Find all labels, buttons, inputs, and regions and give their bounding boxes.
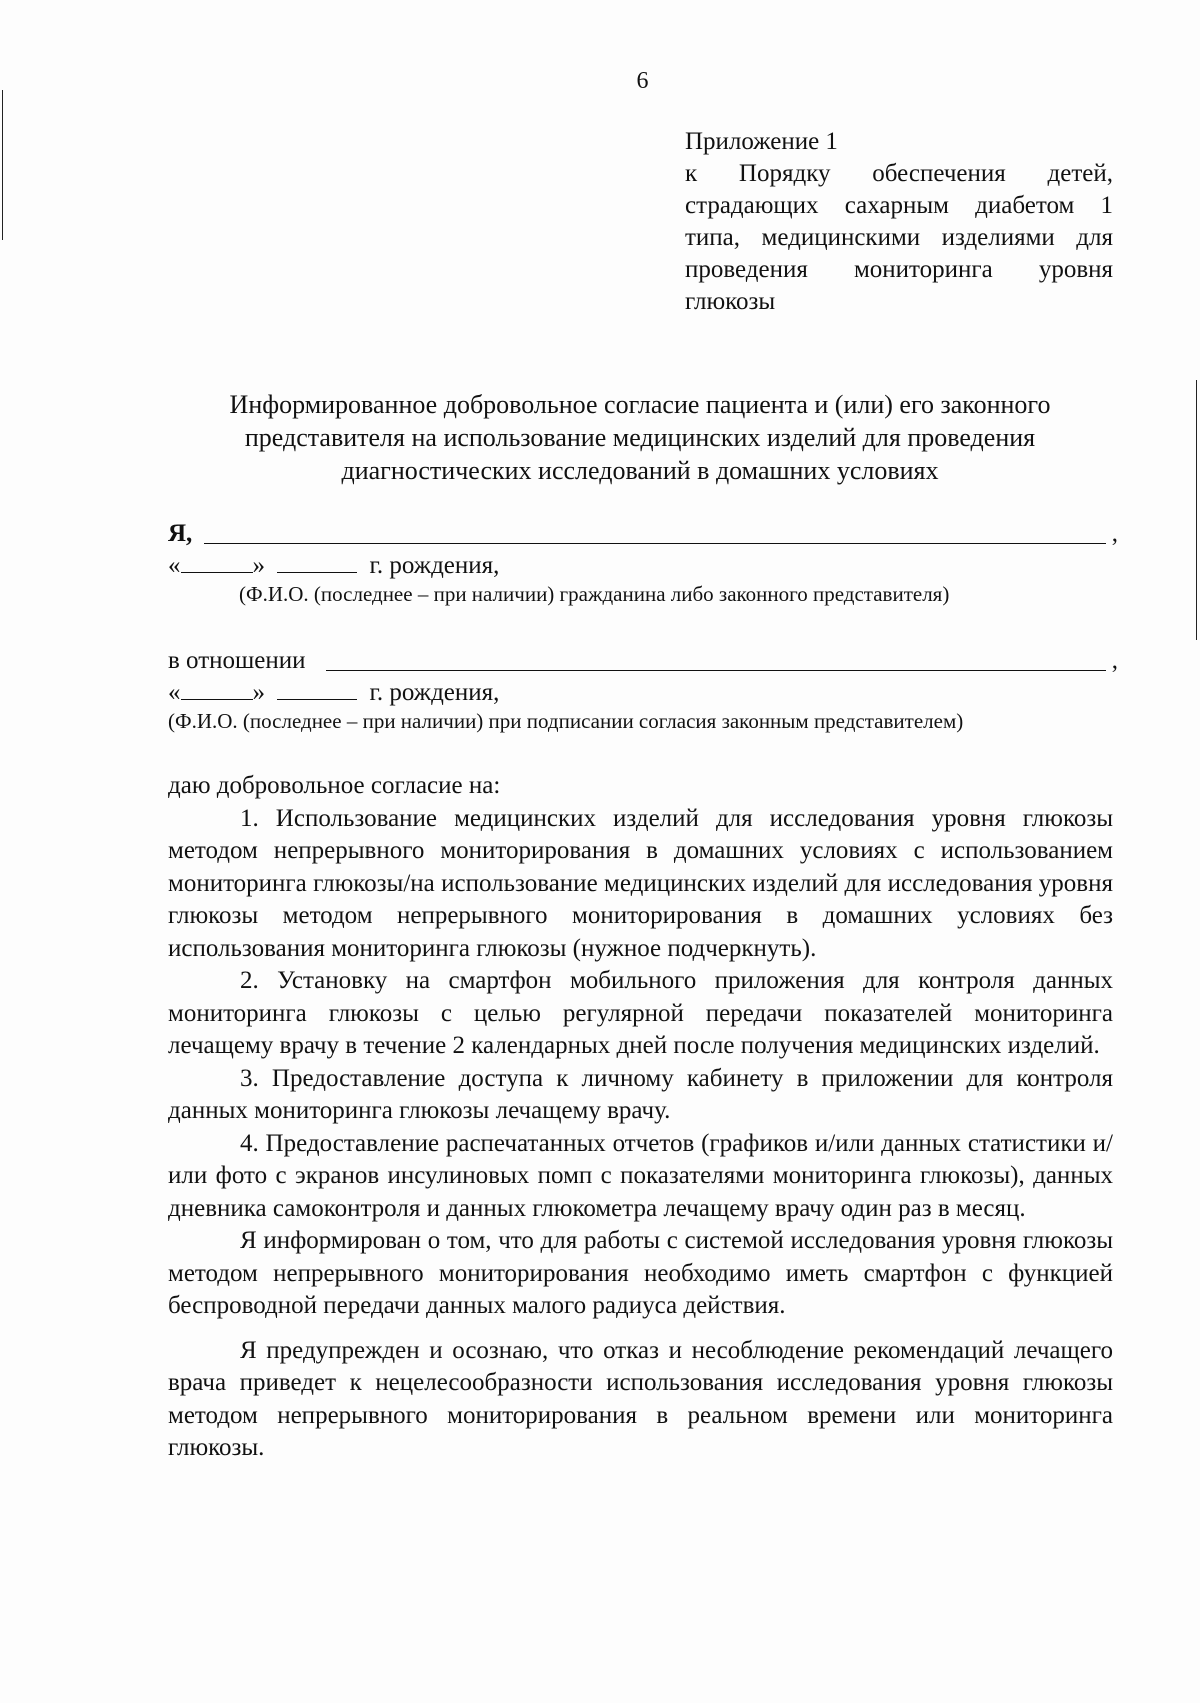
consent-item-1: 1. Использование медицинских изделий для исследования уровня глюкозы методом непрерывного мониторирования в домашних условиях с использованием мониторинга глюкозы/на использование медицинских изделий для исследования уровня глюкозы методом непрерывного мониторирования в домашних условиях без использования мониторинга глюкозы (нужное подчеркнуть). (168, 804, 1113, 962)
patient-hint: (Ф.И.О. (последнее – при наличии) гражданина либо законного представителя) (239, 582, 950, 606)
relation-hint: (Ф.И.О. (последнее – при наличии) при подписании согласия законным представителем) (168, 709, 964, 733)
patient-birth-label: г. рождения, (369, 552, 500, 579)
appendix-reference (685, 126, 1113, 318)
document-title: Информированное добровольное согласие пациента и (или) его законного представителя на использование медицинских изделий для проведения диагностических исследований в домашних условиях (229, 390, 1051, 485)
warning-statement: Я предупрежден и осознаю, что отказ и несоблюдение рекомендаций лечащего врача приведет к нецелесообразности использования исследования уровня глюкозы методом непрерывного мониторирования в реальном времени или мониторинга глюкозы. (168, 1336, 1113, 1461)
relation-block (168, 645, 1118, 735)
patient-name-row (168, 518, 1118, 550)
page-number: 6 (636, 68, 649, 94)
relation-name-field[interactable] (326, 670, 1106, 671)
patient-date-open: « (168, 552, 181, 579)
patient-label: Я, (168, 520, 193, 547)
patient-block (168, 518, 1118, 608)
patient-comma: , (1111, 520, 1118, 547)
relation-date-open: « (168, 679, 181, 706)
consent-item-4: 4. Предоставление распечатанных отчетов (графиков и/или данных статистики и/или фото с экранов инсулиновых помп с показателями мониторинга глюкозы), данных дневника самоконтроля и данных глюкометра лечащему врачу один раз в месяц. (168, 1129, 1113, 1222)
consent-item-2: 2. Установку на смартфон мобильного приложения для контроля данных мониторинга глюкозы с целью регулярной передачи показателей мониторинга лечащему врачу в течение 2 календарных дней после получения медицинских изделий. (168, 967, 1113, 1059)
relation-birth-day-field[interactable] (181, 677, 253, 700)
relation-comma: , (1111, 647, 1118, 674)
relation-name-row (168, 645, 1118, 677)
informed-statement: Я информирован о том, что для работы с системой исследования уровня глюкозы методом непрерывного мониторирования необходимо иметь смартфон с функцией беспроводной передачи данных малого радиуса действия. (168, 1227, 1113, 1319)
appendix-title: Приложение 1 (685, 128, 838, 155)
consent-body (168, 770, 1113, 1465)
appendix-body: к Порядку обеспечения детей, страдающих сахарным диабетом 1 типа, медицинскими изделиями для проведения мониторинга уровня глюкозы (685, 160, 1113, 315)
consent-item-3: 3. Предоставление доступа к личному кабинету в приложении для контроля данных мониторинга глюкозы лечащему врачу. (168, 1064, 1113, 1124)
relation-birth-label: г. рождения, (369, 679, 500, 706)
consent-intro: даю добровольное согласие на: (168, 772, 501, 799)
relation-birth-year-field[interactable] (277, 677, 357, 700)
scan-edge-left (2, 90, 3, 240)
patient-birth-row (168, 550, 1118, 580)
scan-edge-right (1196, 380, 1197, 640)
relation-label: в отношении (168, 647, 306, 674)
patient-name-field[interactable] (204, 543, 1106, 544)
relation-birth-row (168, 677, 1118, 707)
patient-birth-year-field[interactable] (277, 550, 357, 573)
patient-birth-day-field[interactable] (181, 550, 253, 573)
relation-date-close: » (252, 679, 265, 706)
patient-date-close: » (252, 552, 265, 579)
